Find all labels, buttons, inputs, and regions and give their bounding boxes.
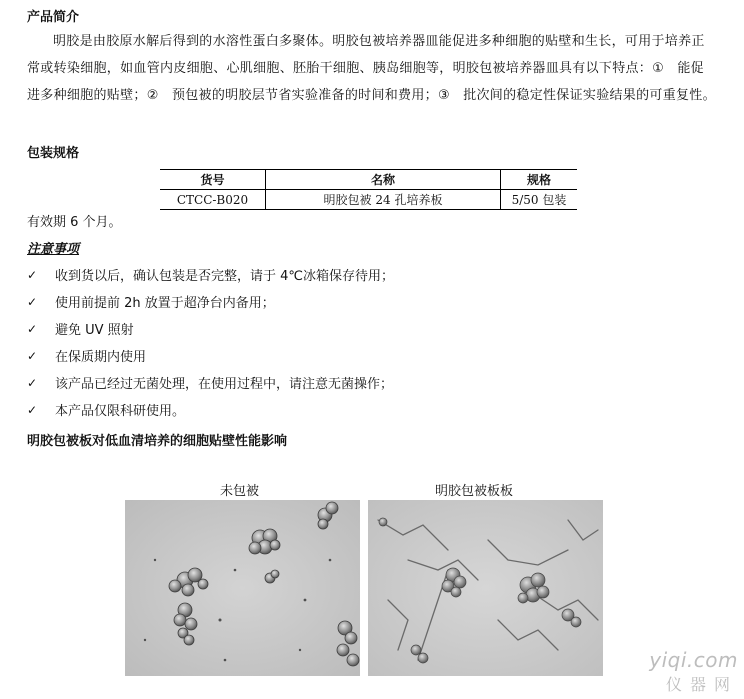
watermark [649, 648, 738, 695]
packaging-table [160, 169, 577, 210]
checkmark-icon: ✓ [27, 321, 38, 336]
micrograph-uncoated [125, 500, 360, 676]
list-item [27, 261, 394, 288]
micrograph-uncoated-image [125, 500, 360, 676]
list-item [27, 315, 394, 342]
header-catalog-no: 货号 [160, 170, 266, 190]
list-item [27, 288, 394, 315]
note-text: 收到货以后，确认包装是否完整，请于 4℃冰箱保存待用； [55, 269, 395, 284]
checkmark-icon: ✓ [27, 402, 38, 417]
note-text: 在保质期内使用 [55, 350, 147, 365]
validity-text: 有效期 6 个月。 [27, 215, 122, 230]
checkmark-icon: ✓ [27, 375, 38, 390]
list-item [27, 369, 394, 396]
cell-catalog-no: CTCC-B020 [160, 190, 266, 210]
list-item [27, 396, 394, 423]
header-spec: 规格 [526, 173, 551, 187]
watermark-domain: yiqi.com [649, 648, 738, 672]
left-image-caption: 未包被 [220, 484, 260, 499]
note-text: 本产品仅限科研使用。 [55, 404, 186, 419]
cell-name: 明胶包被 24 孔培养板 [266, 190, 501, 210]
checkmark-icon: ✓ [27, 294, 38, 309]
right-image-caption: 明胶包被板板 [435, 484, 514, 499]
watermark-brand: 仪器网 [665, 675, 738, 694]
header-name: 名称 [266, 170, 501, 190]
note-text: 使用前提前 2h 放置于超净台内备用； [55, 296, 275, 311]
notes-list [27, 261, 394, 423]
note-text: 避免 UV 照射 [55, 323, 134, 338]
micrograph-coated-image [368, 500, 603, 676]
note-text: 该产品已经过无菌处理，在使用过程中，请注意无菌操作； [55, 377, 394, 392]
micrograph-coated [368, 500, 603, 676]
figure-title: 明胶包被板对低血清培养的细胞贴壁性能影响 [27, 434, 288, 449]
table-row [160, 190, 577, 210]
list-item [27, 342, 394, 369]
table-header-row [160, 170, 577, 190]
checkmark-icon: ✓ [27, 348, 38, 363]
packaging-title: 包装规格 [27, 146, 80, 161]
cell-spec: 5/50 包装 [511, 193, 567, 207]
intro-title: 产品简介 [27, 10, 80, 25]
intro-paragraph: 明胶是由胶原水解后得到的水溶性蛋白多聚体。明胶包被培养器皿能促进多种细胞的贴壁和生长，可用于培养正常或转染细胞，如血管内皮细胞、心肌细胞、胚胎干细胞、胰岛细胞等，明胶包被培养器皿具有以下特点：① 能促进多种细胞的贴壁；② 预包被的明胶层节省实验准备的时间和费用；③ 批次间的稳定性保证实验结果的可重复性。 [27, 34, 716, 103]
checkmark-icon: ✓ [27, 267, 38, 282]
notes-title: 注意事项 [27, 242, 80, 257]
